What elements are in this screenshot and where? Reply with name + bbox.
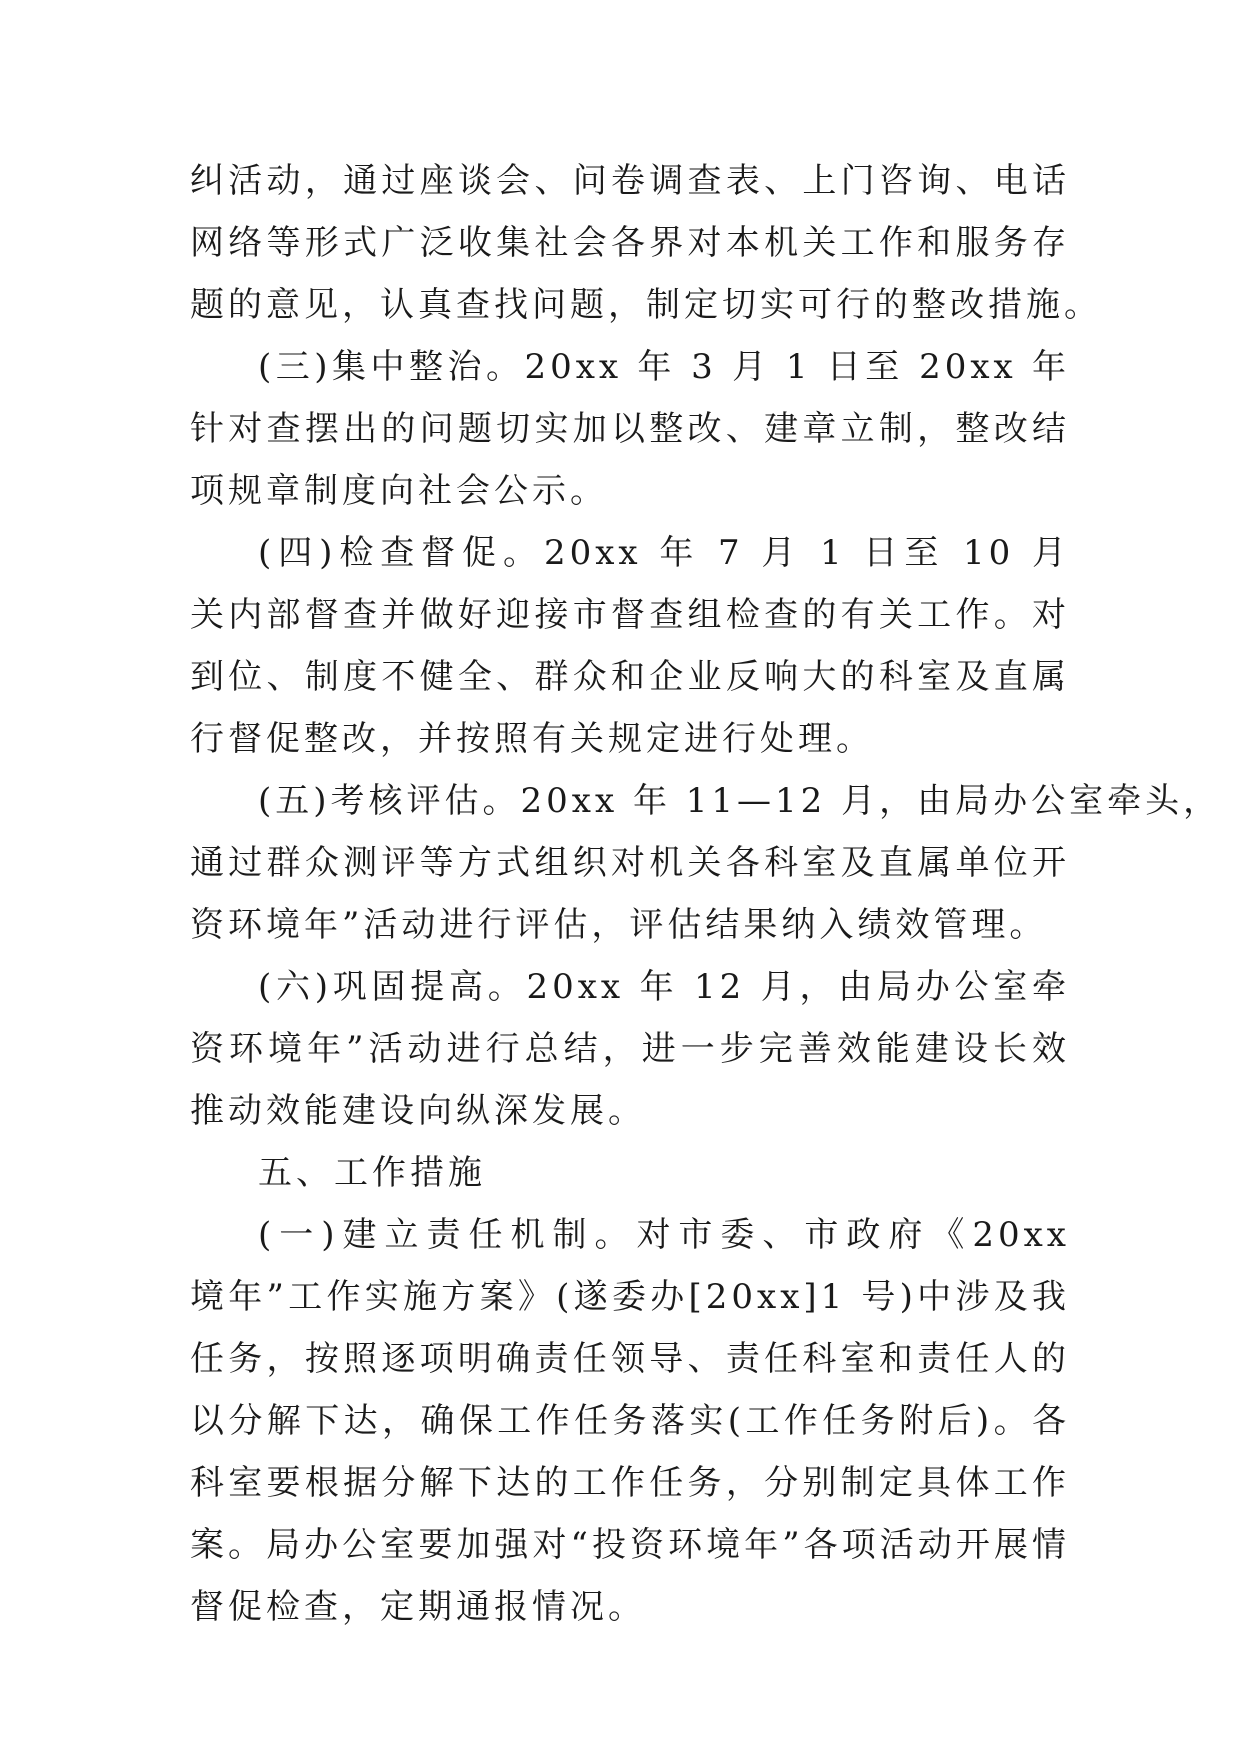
text-line: 网络等形式广泛收集社会各界对本机关工作和服务存 <box>190 223 1070 263</box>
document-body <box>190 150 1222 1638</box>
text-line: 资环境年”活动进行总结，进一步完善效能建设长效 <box>190 1029 1070 1069</box>
text-line: 行督促整改，并按照有关规定进行处理。 <box>190 719 874 759</box>
text-line: 案。局办公室要加强对“投资环境年”各项活动开展情 <box>190 1525 1070 1565</box>
text-line: (五)考核评估。20xx 年 11—12 月，由局办公室牵头， <box>258 781 1222 821</box>
text-line: 境年”工作实施方案》(遂委办[20xx]1 号)中涉及我 <box>190 1277 1070 1317</box>
text-line: 任务，按照逐项明确责任领导、责任科室和责任人的 <box>190 1339 1070 1379</box>
text-line: 到位、制度不健全、群众和企业反响大的科室及直属 <box>190 657 1070 697</box>
text-line: 项规章制度向社会公示。 <box>190 471 608 511</box>
text-line: 题的意见，认真查找问题，制定切实可行的整改措施。 <box>190 285 1102 325</box>
text-line: 针对查摆出的问题切实加以整改、建章立制，整改结 <box>190 409 1070 449</box>
text-line: 督促检查，定期通报情况。 <box>190 1587 646 1627</box>
text-line: (四)检查督促。20xx 年 7 月 1 日至 10 月 <box>258 533 1070 573</box>
text-line: 纠活动，通过座谈会、问卷调查表、上门咨询、电话 <box>190 161 1070 201</box>
text-line: 科室要根据分解下达的工作任务，分别制定具体工作 <box>190 1463 1070 1503</box>
text-line: 五、工作措施 <box>258 1153 486 1193</box>
text-line: 关内部督查并做好迎接市督查组检查的有关工作。对 <box>190 595 1070 635</box>
text-line: 推动效能建设向纵深发展。 <box>190 1091 646 1131</box>
text-line: 以分解下达，确保工作任务落实(工作任务附后)。各 <box>190 1401 1070 1441</box>
text-line: 通过群众测评等方式组织对机关各科室及直属单位开 <box>190 843 1070 883</box>
text-line: 资环境年”活动进行评估，评估结果纳入绩效管理。 <box>190 905 1048 945</box>
text-line: (一)建立责任机制。对市委、市政府《20xx <box>258 1215 1070 1255</box>
text-line: (六)巩固提高。20xx 年 12 月，由局办公室牵 <box>258 967 1070 1007</box>
text-line: (三)集中整治。20xx 年 3 月 1 日至 20xx 年 <box>258 347 1070 387</box>
